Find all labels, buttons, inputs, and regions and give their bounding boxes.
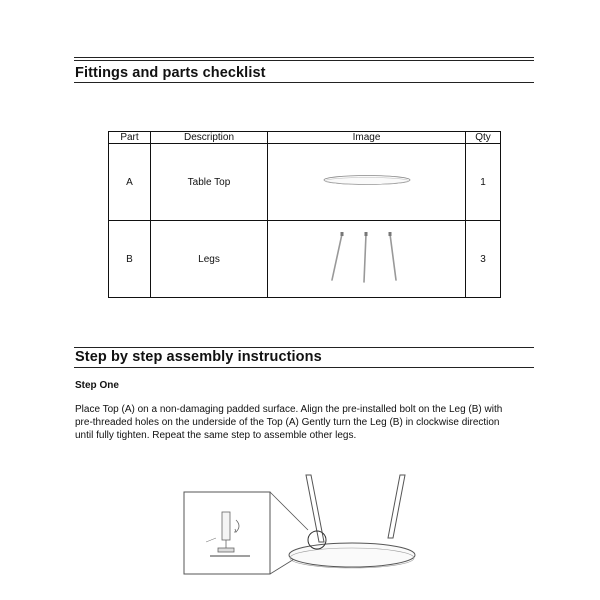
table-row <box>109 144 501 221</box>
section-overline <box>74 347 534 348</box>
header-qty: Qty <box>466 132 501 144</box>
assembly-diagram <box>180 470 430 585</box>
top-rule-2 <box>74 60 534 61</box>
step-one-text <box>75 403 535 442</box>
cell-image <box>268 144 466 221</box>
step-text-line: until fully tighten. Repeat the same step to assemble other legs. <box>75 430 357 441</box>
header-description: Description <box>151 132 268 144</box>
cell-qty: 1 <box>466 144 501 221</box>
table-top-illustration <box>317 173 417 189</box>
cell-image <box>268 221 466 298</box>
cell-part: A <box>109 144 151 221</box>
cell-description: Table Top <box>151 144 268 221</box>
section-title-assembly: Step by step assembly instructions <box>75 349 322 365</box>
legs-illustration <box>322 228 412 288</box>
cell-qty: 3 <box>466 221 501 298</box>
parts-table <box>108 131 501 298</box>
section-title-fittings: Fittings and parts checklist <box>75 65 266 81</box>
step-text-line: Place Top (A) on a non-damaging padded surface. Align the pre-installed bolt on the Leg (B) with <box>75 404 503 415</box>
cell-description: Legs <box>151 221 268 298</box>
cell-part: B <box>109 221 151 298</box>
table-row <box>109 221 501 298</box>
section-underline <box>74 367 534 368</box>
step-one-title: Step One <box>75 380 119 391</box>
section-underline <box>74 82 534 83</box>
header-image: Image <box>268 132 466 144</box>
step-text-line: pre-threaded holes on the underside of the Top (A) Gently turn the Leg (B) in clockwise direction <box>75 417 500 428</box>
header-part: Part <box>109 132 151 144</box>
table-header-row <box>109 132 501 144</box>
top-rule <box>74 57 534 58</box>
